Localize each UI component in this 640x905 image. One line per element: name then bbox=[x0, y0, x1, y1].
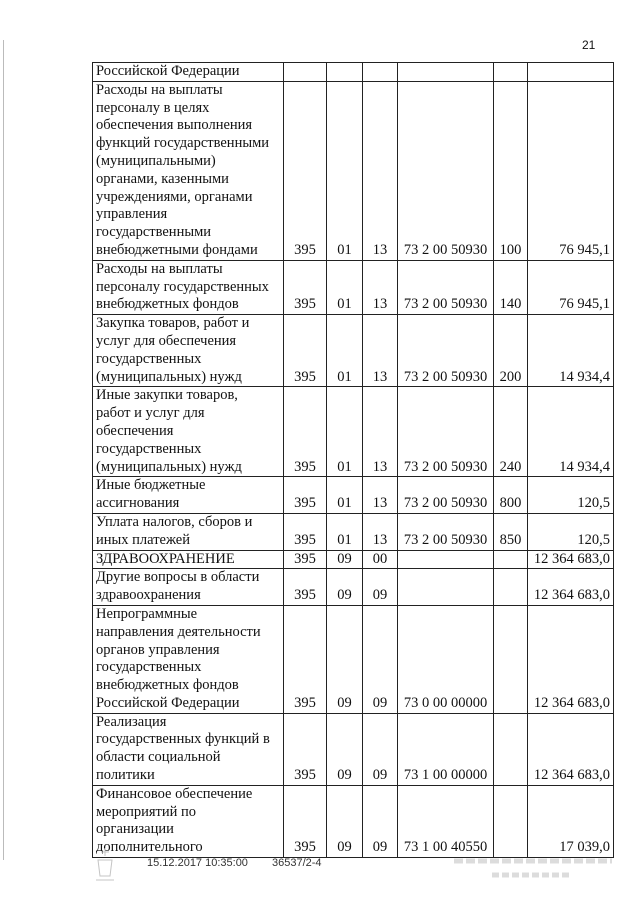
cell-name bbox=[93, 81, 284, 260]
cell-target-article: 73 1 00 00000 bbox=[398, 713, 494, 785]
cell-name-line: дополнительного bbox=[96, 839, 203, 856]
cell-name-line: услуг для обеспечения bbox=[96, 332, 237, 349]
table-row bbox=[93, 260, 614, 314]
cell-subsection: 13 bbox=[363, 387, 398, 477]
cell-glava: 395 bbox=[284, 513, 327, 550]
cell-name bbox=[93, 569, 284, 606]
cell-subsection: 00 bbox=[363, 550, 398, 569]
cell-glava: 395 bbox=[284, 260, 327, 314]
cell-expense-type bbox=[494, 63, 528, 82]
cell-expense-type: 800 bbox=[494, 477, 528, 514]
cell-amount: 12 364 683,0 bbox=[528, 713, 614, 785]
cell-name-line: Расходы на выплаты bbox=[96, 260, 223, 277]
cell-subsection: 13 bbox=[363, 81, 398, 260]
cell-subsection bbox=[363, 63, 398, 82]
cell-glava: 395 bbox=[284, 785, 327, 857]
cell-target-article bbox=[398, 63, 494, 82]
cell-expense-type bbox=[494, 785, 528, 857]
cell-name-line: (муниципальных) нужд bbox=[96, 458, 242, 475]
cell-amount bbox=[528, 63, 614, 82]
cell-name-line: органов управления bbox=[96, 641, 220, 658]
cell-name-line: управления bbox=[96, 206, 168, 223]
faint-watermark bbox=[448, 855, 618, 890]
cell-name-line: учреждениями, органами bbox=[96, 188, 253, 205]
cell-target-article: 73 1 00 40550 bbox=[398, 785, 494, 857]
cell-expense-type: 240 bbox=[494, 387, 528, 477]
scan-edge-line bbox=[3, 40, 4, 860]
table-row bbox=[93, 315, 614, 387]
cell-glava: 395 bbox=[284, 713, 327, 785]
cell-name-line: работ и услуг для bbox=[96, 405, 205, 422]
cell-section: 01 bbox=[327, 477, 363, 514]
cell-expense-type bbox=[494, 713, 528, 785]
cell-expense-type bbox=[494, 605, 528, 713]
cell-name-line: внебюджетных фондов bbox=[96, 677, 239, 694]
cell-section: 09 bbox=[327, 550, 363, 569]
cell-expense-type: 850 bbox=[494, 513, 528, 550]
cell-name-line: здравоохранения bbox=[96, 587, 201, 604]
cell-name-line: внебюджетными фондами bbox=[96, 241, 258, 258]
cell-subsection: 13 bbox=[363, 477, 398, 514]
cell-target-article: 73 2 00 50930 bbox=[398, 513, 494, 550]
cell-name-line: направления деятельности bbox=[96, 623, 261, 640]
cell-glava: 395 bbox=[284, 387, 327, 477]
cell-name-line: Реализация bbox=[96, 713, 167, 730]
cell-name bbox=[93, 387, 284, 477]
cell-glava: 395 bbox=[284, 477, 327, 514]
cell-name-line: (муниципальными) bbox=[96, 152, 216, 169]
cell-expense-type bbox=[494, 550, 528, 569]
table-row bbox=[93, 81, 614, 260]
cell-section: 01 bbox=[327, 387, 363, 477]
cell-name bbox=[93, 477, 284, 514]
cell-name bbox=[93, 713, 284, 785]
table-row bbox=[93, 477, 614, 514]
cell-target-article: 73 2 00 50930 bbox=[398, 477, 494, 514]
cell-target-article bbox=[398, 550, 494, 569]
cell-amount: 12 364 683,0 bbox=[528, 569, 614, 606]
cell-name-line: мероприятий по bbox=[96, 803, 197, 820]
cell-section: 09 bbox=[327, 713, 363, 785]
cell-name bbox=[93, 513, 284, 550]
table-row bbox=[93, 550, 614, 569]
cell-name-line: Финансовое обеспечение bbox=[96, 785, 253, 802]
cell-name-line: персоналу государственных bbox=[96, 278, 269, 295]
cell-section: 01 bbox=[327, 513, 363, 550]
cell-target-article bbox=[398, 569, 494, 606]
cell-name-line: Расходы на выплаты bbox=[96, 81, 223, 98]
cell-subsection: 09 bbox=[363, 713, 398, 785]
cell-section bbox=[327, 63, 363, 82]
cell-name-line: обеспечения bbox=[96, 422, 174, 439]
cell-name-line: государственными bbox=[96, 224, 212, 241]
footer-doc-code: 36537/2-4 bbox=[272, 857, 322, 869]
cell-name-line: иных платежей bbox=[96, 531, 190, 548]
cell-name-line: Другие вопросы в области bbox=[96, 569, 260, 586]
footer-timestamp: 15.12.2017 10:35:00 bbox=[147, 857, 248, 869]
cell-subsection: 13 bbox=[363, 260, 398, 314]
table-row bbox=[93, 605, 614, 713]
cell-amount: 17 039,0 bbox=[528, 785, 614, 857]
cell-expense-type: 200 bbox=[494, 315, 528, 387]
cell-amount: 12 364 683,0 bbox=[528, 605, 614, 713]
cell-section: 01 bbox=[327, 81, 363, 260]
cell-section: 01 bbox=[327, 315, 363, 387]
cell-name-line: Российской Федерации bbox=[96, 694, 240, 711]
cell-glava bbox=[284, 63, 327, 82]
cell-name bbox=[93, 550, 284, 569]
cell-name bbox=[93, 63, 284, 82]
cell-target-article: 73 0 00 00000 bbox=[398, 605, 494, 713]
table-row bbox=[93, 785, 614, 857]
cell-glava: 395 bbox=[284, 81, 327, 260]
cell-amount: 14 934,4 bbox=[528, 387, 614, 477]
cell-subsection: 13 bbox=[363, 315, 398, 387]
cell-amount: 14 934,4 bbox=[528, 315, 614, 387]
cell-expense-type: 100 bbox=[494, 81, 528, 260]
cell-name-line: организации bbox=[96, 821, 174, 838]
cell-amount: 76 945,1 bbox=[528, 81, 614, 260]
budget-table bbox=[92, 62, 614, 858]
stamp-mark bbox=[92, 846, 118, 884]
cell-expense-type bbox=[494, 569, 528, 606]
cell-amount: 120,5 bbox=[528, 477, 614, 514]
cell-section: 09 bbox=[327, 605, 363, 713]
cell-glava: 395 bbox=[284, 605, 327, 713]
table-body bbox=[93, 63, 614, 858]
table-row bbox=[93, 513, 614, 550]
cell-subsection: 09 bbox=[363, 605, 398, 713]
cell-target-article: 73 2 00 50930 bbox=[398, 260, 494, 314]
cell-glava: 395 bbox=[284, 315, 327, 387]
cell-name-line: ассигнования bbox=[96, 495, 180, 512]
cell-name bbox=[93, 315, 284, 387]
table-row bbox=[93, 713, 614, 785]
cell-name bbox=[93, 260, 284, 314]
cell-section: 09 bbox=[327, 785, 363, 857]
cell-subsection: 13 bbox=[363, 513, 398, 550]
cell-name-line: Закупка товаров, работ и bbox=[96, 315, 250, 332]
cell-name-line: государственных bbox=[96, 659, 202, 676]
cell-name-line: политики bbox=[96, 767, 155, 784]
cell-name-line: государственных bbox=[96, 440, 202, 457]
cell-subsection: 09 bbox=[363, 569, 398, 606]
cell-name-line: государственных bbox=[96, 350, 202, 367]
table-row bbox=[93, 387, 614, 477]
cell-name-line: (муниципальных) нужд bbox=[96, 368, 242, 385]
cell-name-line: Российской Федерации bbox=[96, 63, 240, 79]
cell-name-line: Иные закупки товаров, bbox=[96, 387, 238, 404]
cell-amount: 12 364 683,0 bbox=[528, 550, 614, 569]
cell-name-line: органами, казенными bbox=[96, 170, 229, 187]
cell-name-line: обеспечения выполнения bbox=[96, 117, 253, 134]
cell-glava: 395 bbox=[284, 550, 327, 569]
cell-expense-type: 140 bbox=[494, 260, 528, 314]
cell-name-line: Непрограммные bbox=[96, 605, 198, 622]
cell-name-line: ЗДРАВООХРАНЕНИЕ bbox=[96, 550, 235, 567]
cell-name-line: Уплата налогов, сборов и bbox=[96, 513, 253, 530]
cell-target-article: 73 2 00 50930 bbox=[398, 387, 494, 477]
table-row bbox=[93, 63, 614, 82]
cell-name-line: государственных функций в bbox=[96, 731, 270, 748]
cell-section: 09 bbox=[327, 569, 363, 606]
cell-target-article: 73 2 00 50930 bbox=[398, 315, 494, 387]
cell-amount: 120,5 bbox=[528, 513, 614, 550]
cell-target-article: 73 2 00 50930 bbox=[398, 81, 494, 260]
table-row bbox=[93, 569, 614, 606]
cell-name bbox=[93, 605, 284, 713]
cell-name-line: внебюджетных фондов bbox=[96, 296, 239, 313]
cell-name bbox=[93, 785, 284, 857]
cell-name-line: области социальной bbox=[96, 749, 221, 766]
cell-section: 01 bbox=[327, 260, 363, 314]
cell-name-line: Иные бюджетные bbox=[96, 477, 206, 494]
cell-amount: 76 945,1 bbox=[528, 260, 614, 314]
page-number: 21 bbox=[582, 38, 596, 52]
cell-subsection: 09 bbox=[363, 785, 398, 857]
cell-glava: 395 bbox=[284, 569, 327, 606]
cell-name-line: персоналу в целях bbox=[96, 99, 210, 116]
cell-name-line: функций государственными bbox=[96, 135, 270, 152]
